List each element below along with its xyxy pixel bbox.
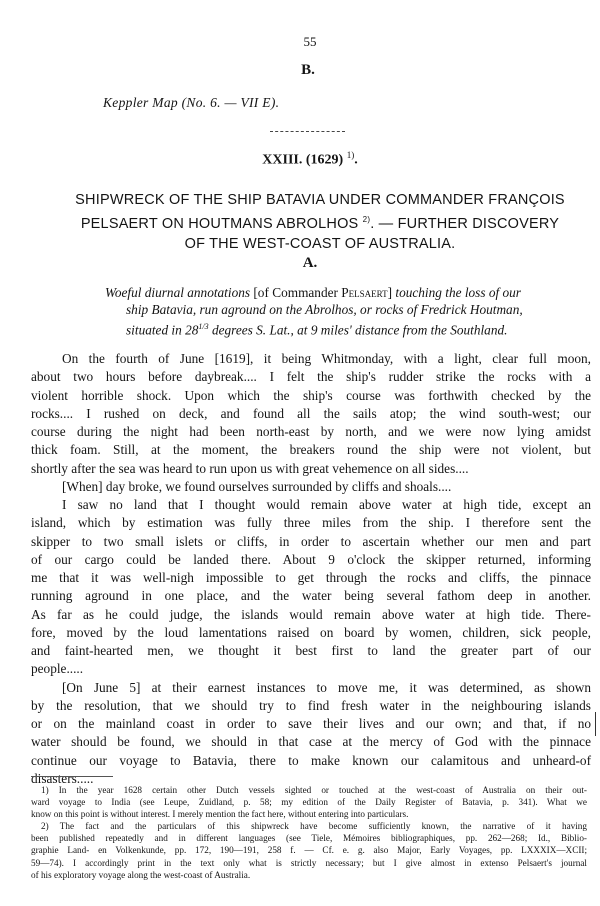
body-line: water should be found, we should in that case at the mercy of God with the pinnace bbox=[31, 734, 591, 750]
body-line: me that it was well-nigh impossible to get through the rocks and cliffs, the pinnace bbox=[31, 570, 591, 585]
document-number: XXIII. (1629) $^{1)}$. bbox=[262, 150, 358, 168]
intro-line-2: ship Batavia, run aground on the Abrolhos, or rocks of Fredrick Houtman, bbox=[126, 302, 523, 317]
body-line: [On June 5] at their earnest instances to move me, it was determined, as shown bbox=[62, 679, 591, 695]
body-line: about two hours before daybreak.... I felt the ship's rudder strike the rocks with a bbox=[31, 369, 591, 385]
body-line: and faint-hearted men, we thought it best first to land the greater part of our bbox=[31, 643, 591, 658]
title-line-2-text: PELSAERT ON HOUTMANS ABROLHOS bbox=[80, 215, 359, 232]
body-line: violent horrible shock. Upon which the ship's course was forthwith checked by the bbox=[31, 387, 591, 403]
footnote-line: 59—74). I accordingly print in the text only what is strictly necessary; but I give almost in extenso Pelsaert's journal bbox=[31, 857, 587, 868]
body-line: thick foam. Still, at the moment, the breakers round the ship were not violent, but bbox=[31, 442, 591, 458]
body-line: disasters..... bbox=[31, 770, 94, 786]
footnote-line: know on this point is without interest. I merely mention the fact here, without entering into particulars. bbox=[31, 809, 409, 820]
section-divider bbox=[270, 131, 345, 132]
body-line: [When] day broke, we found ourselves surrounded by cliffs and shoals.... bbox=[62, 478, 452, 494]
body-line: fore, moved by the loud lamentations raised on board by women, children, sick people, bbox=[31, 624, 591, 640]
footnote-line: been published repeatedly and in different languages (see Tiele, Mémoires bibliographiques, pp. 262—268; Id., Biblio- bbox=[31, 833, 587, 844]
map-reference: Keppler Map (No. 6. — VII E). bbox=[103, 95, 280, 110]
title-line-2: PELSAERT ON HOUTMANS ABROLHOS $^{2)}$. — FURTHER DISCOVERY bbox=[80, 215, 560, 232]
body-line: people..... bbox=[31, 661, 84, 677]
footnotes bbox=[31, 784, 587, 881]
intro-l3-b: degrees S. Lat., at 9 miles' distance from the Southland. bbox=[211, 322, 508, 338]
intro-l3-fraction: 1/3 bbox=[198, 322, 209, 331]
intro-l1-b: [of Commander bbox=[253, 285, 338, 300]
body-line: by the resolution, that we should try to find fresh water in the neighbouring islands bbox=[31, 697, 591, 713]
footnote-line: 1) In the year 1628 certain other Dutch vessels sighted or touched at the west-coast of Australia on their out- bbox=[41, 785, 587, 795]
footnote-marker-2: 2) bbox=[362, 215, 371, 224]
document-number-text: XXIII. (1629) bbox=[262, 152, 344, 168]
body-line: As far as he could judge, the islands would remain above water at high tide. There- bbox=[31, 606, 591, 622]
footnote-line: of his exploratory voyage along the west-coast of Australia. bbox=[31, 869, 251, 880]
section-heading-b: B. bbox=[301, 62, 315, 78]
title-line-1: SHIPWRECK OF THE SHIP BATAVIA UNDER COMMANDER FRANÇOIS bbox=[75, 192, 565, 208]
body-line: running aground in one place, and the water being several fathom deep in another. bbox=[31, 588, 591, 604]
section-heading-a: A. bbox=[302, 255, 318, 271]
footnote-line: ward voyage to India (see Leupe, Zuidland, p. 58; my edition of the Daily Register of Batavia, p. 341). What we bbox=[31, 797, 587, 808]
body-line: shortly after the sea was heard to run upon us with great vehemence on all sides.... bbox=[31, 460, 469, 476]
intro-caption bbox=[105, 284, 575, 338]
body-line: skipper to two small islets or cliffs, in order to ascertain whether our men and part bbox=[31, 533, 591, 549]
intro-l1-e: touching the loss of our bbox=[395, 285, 521, 300]
intro-line-3 bbox=[105, 318, 575, 338]
intro-l3-a: situated in 28 bbox=[126, 322, 199, 338]
body-text bbox=[31, 350, 591, 788]
body-line: I saw no land that I thought would remain above water at high tide, except an bbox=[62, 497, 591, 512]
body-line: rocks.... I rushed on deck, and found all the sails atop; the wind south-west; our bbox=[31, 405, 591, 421]
footnote-line: graphie Land- en Volkenkunde, pp. 172, 190—191, 258 f. — Cf. e. g. also Major, Early Voyages, pp. LXXXIX—XCII; bbox=[31, 845, 587, 856]
footnote-rule bbox=[31, 776, 113, 777]
footnote-marker-1: 1) bbox=[346, 150, 355, 160]
body-line: of our cargo could be landed there. About 9 o'clock the skipper returned, informing bbox=[31, 551, 591, 567]
body-line: course during the night had been north-east by north, and we were now lying amidst bbox=[31, 424, 591, 439]
document-title bbox=[30, 190, 600, 254]
body-line: continue our voyage to Batavia, there to make known our calamitous and unheard-of bbox=[31, 752, 591, 768]
footnote-line: 2) The fact and the particulars of this shipwreck have become sufficiently known, the narrative of it having bbox=[41, 821, 587, 832]
page-number: 55 bbox=[303, 34, 317, 49]
intro-l1-a: Woeful diurnal annotations bbox=[105, 285, 251, 300]
title-line-3: OF THE WEST-COAST OF AUSTRALIA. bbox=[184, 235, 456, 252]
title-line-2-rest: — FURTHER DISCOVERY bbox=[378, 215, 560, 232]
intro-l1-c: Pelsaert bbox=[341, 285, 388, 300]
body-line: island, which by estimation was fully three miles from the ship. I therefore sent the bbox=[31, 515, 591, 531]
body-line: or on the mainland coast in order to save their lives and our own; and that, if no bbox=[31, 716, 591, 731]
intro-l1-d: ] bbox=[387, 285, 393, 300]
body-line: On the fourth of June [1619], it being Whitmonday, with a light, clear full moon, bbox=[62, 351, 591, 366]
margin-mark bbox=[595, 712, 596, 736]
intro-line-1 bbox=[105, 284, 575, 301]
